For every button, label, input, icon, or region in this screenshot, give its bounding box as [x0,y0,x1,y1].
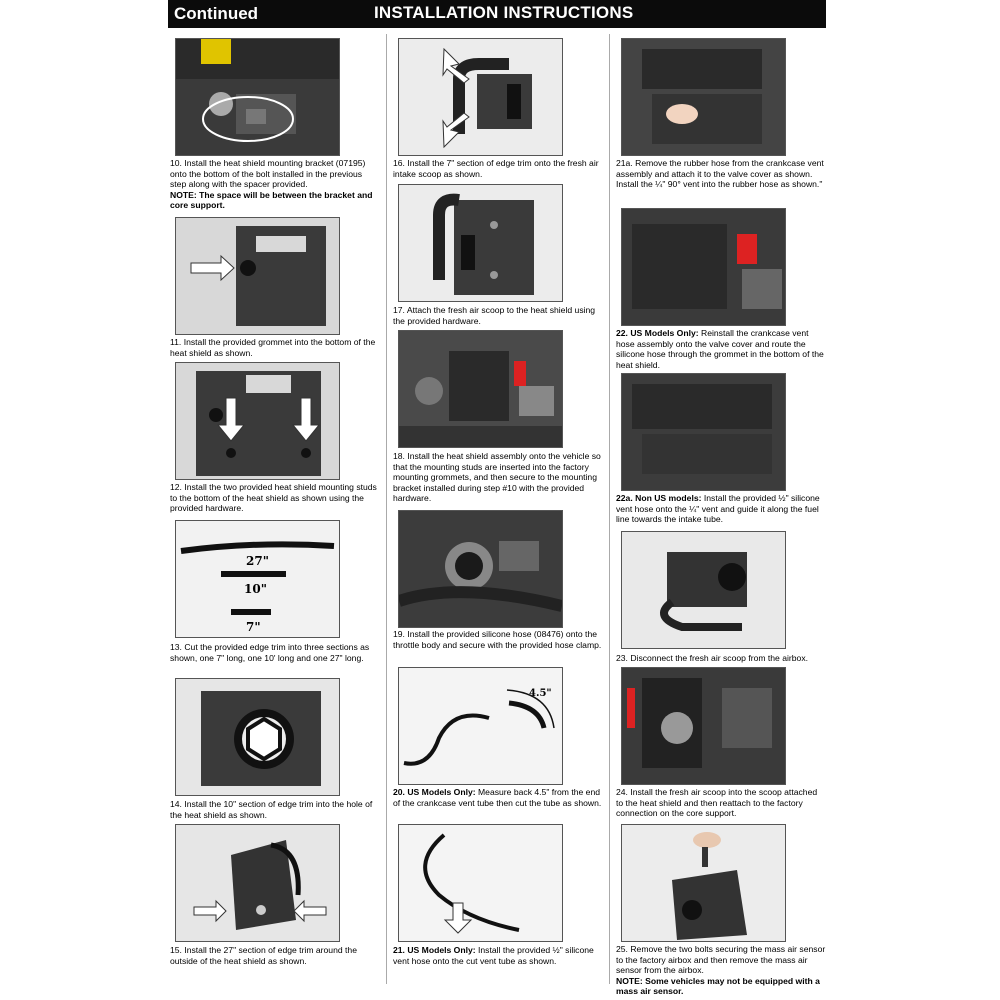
step-22a-photo [621,373,786,491]
step-21-text: Install the provided ½" silicone vent hose onto the cut vent tube as shown. [393,945,594,966]
step-13-text: 13. Cut the provided edge trim into three sections as shown, one 7" long, one 10' long and one 27" long. [170,642,370,663]
step-11-photo [175,217,340,335]
step-13-photo [175,520,340,638]
step-17-caption [393,305,603,326]
trim-7-label: 7" [246,620,261,634]
step-22a-text: Install the provided ½" silicone vent hose onto the ¼" vent and guide it along the fuel line towards the intake tube. [616,493,820,525]
step-10-photo [175,38,340,156]
step-25-text: 25. Remove the two bolts securing the mass air sensor to the factory airbox and then remove the mass air sensor from the airbox. [616,944,826,976]
step-19-photo [398,510,563,628]
column-divider [386,34,387,984]
step-13-caption [170,642,380,663]
step-20-text: Measure back 4.5" from the end of the crankcase vent tube then cut the tube as shown. [393,787,602,808]
measure-label: 4.5" [529,688,552,699]
step-21-photo [398,824,563,942]
step-12-caption [170,482,380,514]
step-19-text: 19. Install the provided silicone hose (08476) onto the throttle body and secure with the provided hose clamp. [393,629,602,650]
continued-label: Continued [174,4,259,23]
step-22-bold: 22. US Models Only: [616,328,699,338]
step-25-caption [616,944,826,997]
step-15-text: 15. Install the 27" section of edge trim around the outside of the heat shield as shown. [170,945,357,966]
step-25-photo [621,824,786,942]
page-title: INSTALLATION INSTRUCTIONS [374,3,634,22]
step-22a-caption [616,493,826,525]
step-11-caption [170,337,380,358]
step-16-photo [398,38,563,156]
step-11-text: 11. Install the provided grommet into the bottom of the heat shield as shown. [170,337,376,358]
step-24-caption [616,787,826,819]
step-14-photo [175,678,340,796]
step-14-caption [170,799,380,820]
step-21-bold: 21. US Models Only: [393,945,476,955]
step-24-text: 24. Install the fresh air scoop into the scoop attached to the heat shield and then reattach to the factory connection on the core support. [616,787,818,819]
step-10-caption [170,158,380,211]
step-20-caption [393,787,603,808]
step-22-text: Reinstall the crankcase vent hose assembly onto the valve cover and route the silicone hose through the grommet in the bottom of the heat shield. [616,328,824,370]
step-21a-photo [621,38,786,156]
step-22a-bold: 22a. Non US models: [616,493,702,503]
column-divider [609,34,610,984]
step-12-photo [175,362,340,480]
step-21a-caption [616,158,826,190]
step-17-photo [398,184,563,302]
step-20-bold: 20. US Models Only: [393,787,476,797]
step-21a-text: 21a. Remove the rubber hose from the crankcase vent assembly and attach it to the valve cover as shown. Install the ¼" 90° vent into the rubber hose as shown." [616,158,824,190]
step-14-text: 14. Install the 10" section of edge trim into the hole of the heat shield as shown. [170,799,373,820]
step-22-photo [621,208,786,326]
step-21-caption [393,945,603,966]
step-18-caption [393,451,603,504]
step-16-text: 16. Install the 7" section of edge trim onto the fresh air intake scoop as shown. [393,158,599,179]
step-23-photo [621,531,786,649]
header-bar [168,0,826,28]
step-17-text: 17. Attach the fresh air scoop to the heat shield using the provided hardware. [393,305,596,326]
step-23-text: 23. Disconnect the fresh air scoop from the airbox. [616,653,809,663]
step-10-text: 10. Install the heat shield mounting bracket (07195) onto the bottom of the bolt installed in the previous step along with the spacer provided. [170,158,366,190]
step-22-caption [616,328,826,370]
trim-10-label: 10" [244,582,267,596]
step-12-text: 12. Install the two provided heat shield mounting studs to the bottom of the heat shield as shown using the provided hardware. [170,482,377,514]
step-20-photo [398,667,563,785]
step-24-photo [621,667,786,785]
step-10-note: NOTE: The space will be between the bracket and core support. [170,189,373,211]
step-15-caption [170,945,380,966]
step-25-note: NOTE: Some vehicles may not be equipped with a mass air sensor. [616,975,820,997]
step-23-caption [616,653,826,664]
trim-27-label: 27" [246,554,269,568]
step-19-caption [393,629,603,650]
step-15-photo [175,824,340,942]
step-18-text: 18. Install the heat shield assembly onto the vehicle so that the mounting studs are inserted into the factory mounting grommets, and then secure to the mounting bracket installed during step #10 with the provided hardware. [393,451,601,504]
step-16-caption [393,158,603,179]
step-18-photo [398,330,563,448]
